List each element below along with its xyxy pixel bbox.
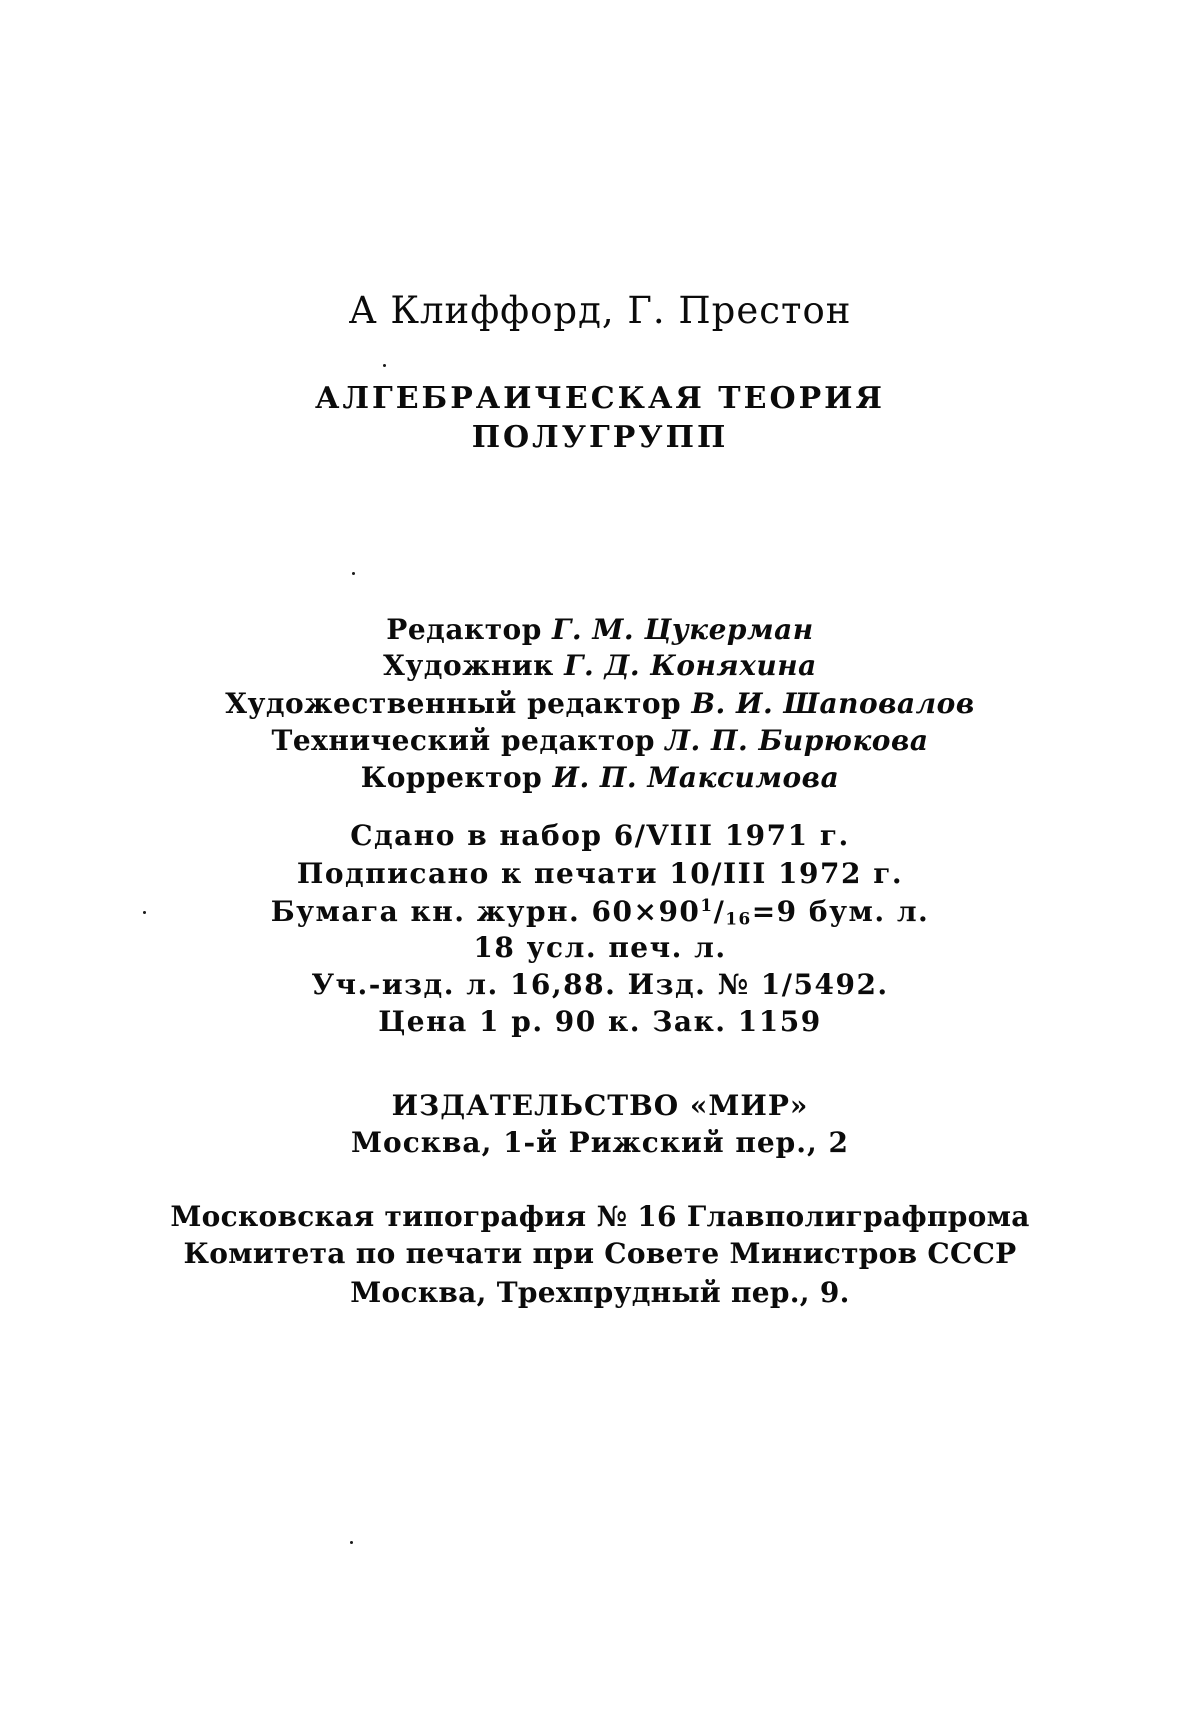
printer-line3-text: Москва, Трехпрудный пер., 9. [350, 1276, 850, 1309]
credit-name: И. П. Максимова [552, 761, 840, 794]
imprint-publisher-sheets [0, 968, 1200, 1001]
credit-art-editor [0, 687, 1200, 720]
credit-name: Г. М. Цукерман [552, 613, 814, 646]
publisher-address-text: Москва, 1-й Рижский пер., 2 [351, 1126, 849, 1159]
scan-speck [350, 1541, 353, 1544]
publisher-name [0, 1089, 1200, 1122]
imprint-line5-text: Уч.-изд. л. 16,88. Изд. № 1/5492. [311, 968, 889, 1001]
imprint-line1-text: Сдано в набор 6/VIII 1971 г. [350, 819, 850, 852]
imprint-line3-text-a: Бумага кн. журн. 60×90 [270, 895, 701, 929]
imprint-price [0, 1005, 1200, 1038]
credit-role: Технический редактор [271, 724, 666, 757]
imprint-line2-text: Подписано к печати 10/III 1972 г. [296, 857, 904, 890]
credit-name: Л. П. Бирюкова [665, 724, 929, 757]
scan-speck [383, 364, 386, 367]
imprint-line4-text: 18 усл. печ. л. [473, 931, 727, 964]
title-line2-text: ПОЛУГРУПП [471, 420, 729, 455]
title-line1-text: АЛГЕБРАИЧЕСКАЯ ТЕОРИЯ [315, 381, 885, 416]
book-authors [0, 289, 1200, 332]
credit-artist [0, 649, 1200, 682]
printer-line2 [0, 1237, 1200, 1270]
scan-speck [352, 572, 355, 575]
credit-proofreader [0, 761, 1200, 794]
publisher-address [0, 1126, 1200, 1159]
imprint-line3-slash: / [713, 895, 726, 929]
printer-line3 [0, 1276, 1200, 1309]
book-title-line2 [0, 420, 1200, 455]
book-title-line1 [0, 381, 1200, 416]
printer-line1-text: Московская типография № 16 Главполиграфпрома [170, 1200, 1030, 1233]
authors-text: А Клиффорд, Г. Престон [348, 289, 852, 332]
imprint-paper [0, 897, 1200, 927]
publisher-name-text: ИЗДАТЕЛЬСТВО «МИР» [391, 1089, 809, 1122]
imprint-line3-sub: 16 [725, 908, 752, 929]
imprint-print-date [0, 857, 1200, 890]
imprint-line3-text-b: =9 бум. л. [751, 895, 930, 929]
credit-editor [0, 613, 1200, 646]
printer-line2-text: Комитета по печати при Совете Министров СССР [183, 1237, 1017, 1270]
scan-speck [143, 911, 146, 914]
credit-role: Корректор [360, 761, 553, 794]
credit-role: Редактор [386, 613, 553, 646]
printer-line1 [0, 1200, 1200, 1233]
imprint-typeset-date [0, 819, 1200, 852]
credit-role: Художественный редактор [225, 687, 692, 720]
imprint-line3-sup: 1 [700, 895, 714, 915]
credit-tech-editor [0, 724, 1200, 757]
credit-name: Г. Д. Коняхина [564, 649, 817, 682]
credit-name: В. И. Шаповалов [691, 687, 975, 720]
imprint-print-sheets [0, 931, 1200, 964]
credit-role: Художник [383, 649, 565, 682]
imprint-line6-text: Цена 1 р. 90 к. Зак. 1159 [378, 1005, 822, 1038]
